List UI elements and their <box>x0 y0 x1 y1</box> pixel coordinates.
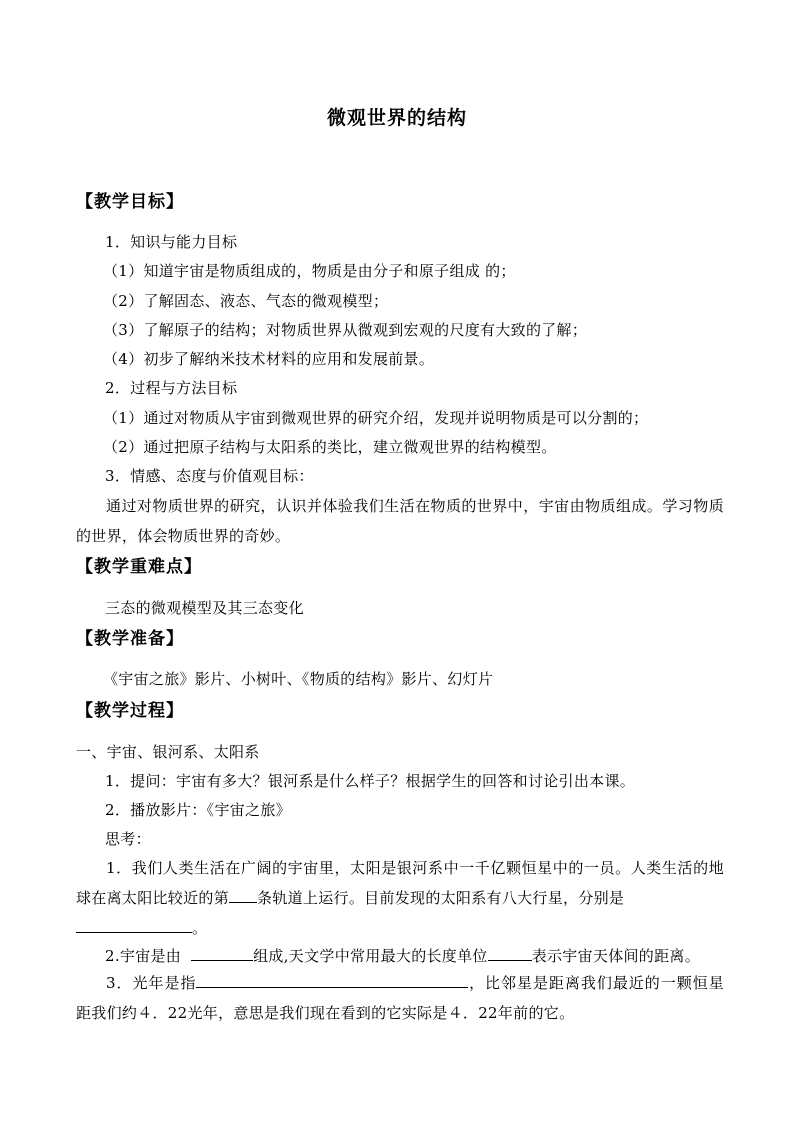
objective-knowledge: 1．知识与能力目标 <box>105 233 238 251</box>
question-1-part-a: 1．我们人类生活在广阔的宇宙里，太阳是银河系中一千亿颗恒星中的一员。人类生活的地球在离太阳比较近的第 <box>76 859 724 907</box>
objective-process: 2．过程与方法目标 <box>105 379 238 397</box>
objective-k1: （1）知道宇宙是物质组成的，物质是由分子和原子组成 的； <box>103 262 516 280</box>
process-think: 思考： <box>105 830 151 848</box>
answer-blank-universe[interactable] <box>191 943 253 961</box>
preparation-text: 《宇宙之旅》影片、小树叶、《物质的结构》影片、幻灯片 <box>103 670 494 688</box>
heading-process: 【教学过程】 <box>76 701 184 721</box>
question-3 <box>76 968 724 1028</box>
answer-blank-light-year[interactable] <box>196 970 468 988</box>
question-2-part-c: 表示宇宙天体间的距离。 <box>531 947 701 965</box>
question-1-part-c: 。 <box>192 919 208 937</box>
question-2-part-a: 2.宇宙是由 <box>105 947 182 965</box>
heading-objectives: 【教学目标】 <box>76 192 184 212</box>
process-step1: 1．提问：宇宙有多大？银河系是什么样子？根据学生的回答和讨论引出本课。 <box>105 772 636 790</box>
objective-emotion-text: 通过对物质世界的研究，认识并体验我们生活在物质的世界中，宇宙由物质组成。学习物质的世界，体会物质世界的奇妙。 <box>76 497 724 545</box>
objective-p1: （1）通过对物质从宇宙到微观世界的研究介绍，发现并说明物质是可以分割的； <box>103 409 649 427</box>
process-part1: 一、宇宙、银河系、太阳系 <box>76 743 260 761</box>
question-3-part-b: ，比邻星是距离我们最近的一颗恒星距我们约４．22光年，意思是我们现在看到的它实际是４．22年前的它。 <box>76 974 724 1022</box>
objective-k2: （2）了解固态、液态、气态的微观模型； <box>103 292 389 310</box>
heading-key-points: 【教学重难点】 <box>76 557 202 577</box>
objective-emotion: 3．情感、态度与价值观目标： <box>105 467 314 485</box>
objective-k3: （3）了解原子的结构；对物质世界从微观到宏观的尺度有大致的了解； <box>103 321 588 339</box>
answer-blank-unit[interactable] <box>488 943 532 961</box>
objective-p2: （2）通过把原子结构与太阳系的类比，建立微观世界的结构模型。 <box>103 438 557 456</box>
key-points-text: 三态的微观模型及其三态变化 <box>105 599 304 617</box>
objective-k4: （4）初步了解纳米技术材料的应用和发展前景。 <box>103 350 435 368</box>
page-title: 微观世界的结构 <box>326 107 467 129</box>
question-1-part-b: 条轨道上运行。目前发现的太阳系有八大行星，分别是 <box>257 889 625 907</box>
heading-preparation: 【教学准备】 <box>76 629 184 649</box>
question-1 <box>76 853 724 943</box>
answer-blank-orbit[interactable] <box>229 885 257 903</box>
question-3-part-a: 3．光年是指 <box>106 974 197 992</box>
process-step2: 2．播放影片：《宇宙之旅》 <box>105 801 291 819</box>
question-2 <box>105 943 700 967</box>
answer-blank-planets[interactable] <box>76 915 192 933</box>
question-2-part-b: 组成,天文学中常用最大的长度单位 <box>253 947 488 965</box>
